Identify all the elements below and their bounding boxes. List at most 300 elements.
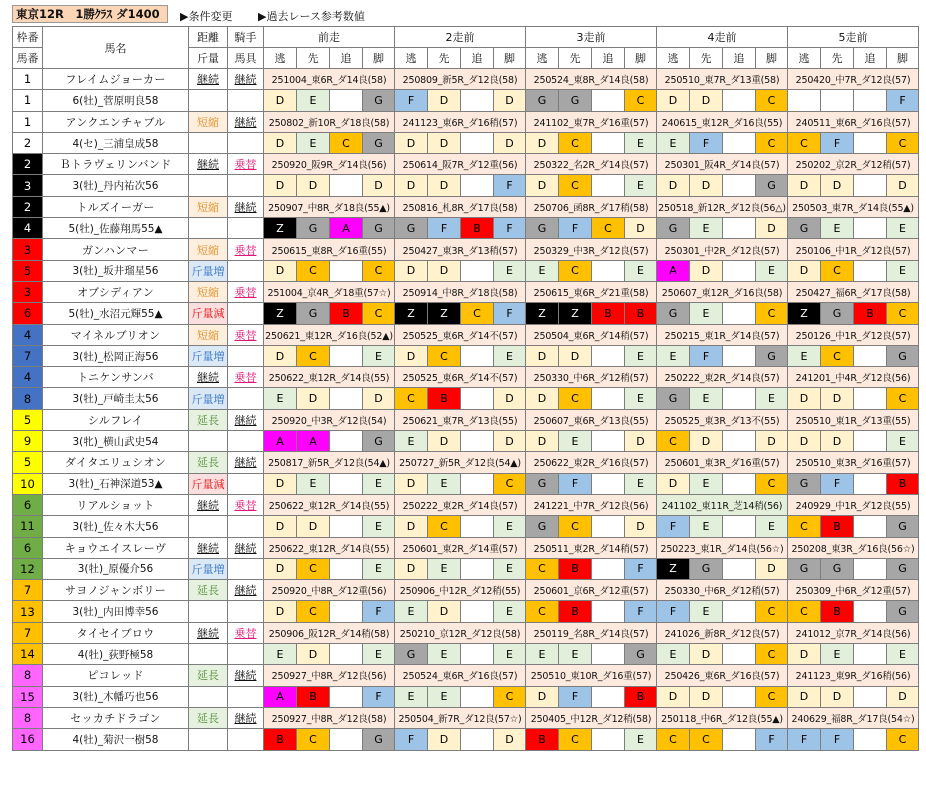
rating-cell: [461, 558, 494, 579]
horse-info: 3(牝)_横山武史54: [43, 431, 189, 452]
jockey-change: 継続: [228, 196, 264, 217]
rating-cell: D: [395, 516, 428, 537]
horse-row-bottom: [13, 686, 919, 707]
rating-cell: G: [887, 558, 919, 579]
rating-cell: E: [559, 431, 592, 452]
past-race-label: 250222_東2R_ダ14良(57): [395, 494, 526, 515]
frame-number: 6: [13, 494, 43, 515]
past-race-label: 250322_名2R_ダ14良(57): [526, 154, 657, 175]
frame-number: 8: [13, 665, 43, 686]
past-race-label: 250427_東3R_ダ13稍(57): [395, 239, 526, 260]
horse-number: 4: [13, 218, 43, 239]
rating-cell: [723, 260, 756, 281]
rating-cell: E: [690, 303, 723, 324]
rating-cell: D: [297, 388, 330, 409]
horse-info: 3(牡)_原優介56: [43, 558, 189, 579]
past-race-label: 250621_東12R_ダ16良(52▲): [264, 324, 395, 345]
past-race-label: 250420_中7R_ダ12良(57): [788, 69, 919, 90]
rating-cell: G: [395, 218, 428, 239]
rating-cell: C: [297, 260, 330, 281]
rating-cell: [592, 601, 625, 622]
rating-cell: D: [756, 431, 788, 452]
rating-cell: F: [494, 303, 526, 324]
rating-cell: [854, 473, 887, 494]
rating-cell: [723, 175, 756, 196]
sub-header-1-2: 先: [297, 48, 330, 69]
horse-info: 5(牡)_水沼元輝55▲: [43, 303, 189, 324]
sub-header-4-1: 逃: [657, 48, 690, 69]
frame-number: 2: [13, 196, 43, 217]
rating-cell: E: [690, 473, 723, 494]
jockey-change: 継続: [228, 580, 264, 601]
rating-cell: [461, 644, 494, 665]
rating-cell: D: [756, 558, 788, 579]
rating-cell: G: [887, 516, 919, 537]
rating-cell: C: [756, 686, 788, 707]
rating-cell: [330, 388, 363, 409]
horse-row-bottom: [13, 558, 919, 579]
rating-cell: G: [756, 345, 788, 366]
rating-cell: G: [657, 388, 690, 409]
rating-cell: D: [559, 345, 592, 366]
past-race-label: 250907_中8R_ダ18良(55▲): [264, 196, 395, 217]
past-race-label: 250601_東2R_ダ14重(57): [395, 537, 526, 558]
frame-number: 5: [13, 409, 43, 430]
equipment-cell: [228, 388, 264, 409]
rating-cell: F: [625, 601, 657, 622]
horse-number: 5: [13, 260, 43, 281]
horse-row-top: [13, 196, 919, 217]
horse-row-top: [13, 537, 919, 558]
rating-cell: B: [330, 303, 363, 324]
rating-cell: C: [887, 388, 919, 409]
equipment-cell: [228, 516, 264, 537]
horse-number: 13: [13, 601, 43, 622]
horse-name[interactable]: シルフレイ: [43, 409, 189, 430]
horse-row-top: [13, 409, 919, 430]
horse-number: 7: [13, 345, 43, 366]
rating-cell: [723, 90, 756, 111]
past-race-label: 250208_東3R_ダ16良(56☆): [788, 537, 919, 558]
rating-cell: G: [756, 175, 788, 196]
rating-cell: E: [821, 218, 854, 239]
change-conditions-link[interactable]: ▶条件変更: [180, 10, 233, 23]
rating-cell: C: [657, 431, 690, 452]
past-race-label: 250622_東12R_ダ14良(55): [264, 537, 395, 558]
rating-cell: [723, 218, 756, 239]
horse-info: 3(牡)_石神深道53▲: [43, 473, 189, 494]
rating-cell: D: [690, 431, 723, 452]
rating-cell: [461, 260, 494, 281]
weight-change: [189, 175, 228, 196]
sub-header-4-4: 脚: [756, 48, 788, 69]
weight-change: 斤量減: [189, 303, 228, 324]
rating-cell: E: [526, 260, 559, 281]
sub-header-4-2: 先: [690, 48, 723, 69]
rating-cell: C: [657, 729, 690, 750]
rating-cell: E: [657, 132, 690, 153]
past-race-label: 250525_東6R_ダ14不(57): [395, 324, 526, 345]
past-race-label: 241012_京7R_ダ14良(56): [788, 622, 919, 643]
distance-change: 延長: [189, 580, 228, 601]
rating-cell: [330, 644, 363, 665]
horse-number: 6: [13, 303, 43, 324]
top-bar: [0, 0, 926, 26]
rating-cell: F: [363, 601, 395, 622]
horse-row-top: [13, 367, 919, 388]
distance-change: 継続: [189, 69, 228, 90]
sub-header-3-4: 脚: [625, 48, 657, 69]
race-table: [12, 26, 919, 751]
rating-cell: D: [657, 473, 690, 494]
past-race-label: 250405_中12R_ダ12稍(58): [526, 707, 657, 728]
rating-cell: F: [559, 218, 592, 239]
rating-cell: G: [690, 558, 723, 579]
past-race-label: 250920_中3R_ダ12良(54): [264, 409, 395, 430]
rating-cell: C: [559, 388, 592, 409]
rating-cell: [592, 260, 625, 281]
rating-cell: [592, 90, 625, 111]
rating-cell: G: [625, 644, 657, 665]
col-race-3: 3走前: [526, 27, 657, 48]
horse-row-top: [13, 111, 919, 132]
distance-change: 短縮: [189, 196, 228, 217]
rating-cell: G: [559, 90, 592, 111]
rating-cell: [723, 601, 756, 622]
horse-name[interactable]: キョウエイスレーヴ: [43, 537, 189, 558]
rating-cell: C: [559, 516, 592, 537]
jockey-change: 継続: [228, 452, 264, 473]
weight-change: 斤量減: [189, 473, 228, 494]
rating-cell: F: [657, 516, 690, 537]
rating-cell: C: [297, 601, 330, 622]
rating-cell: D: [395, 132, 428, 153]
rating-cell: D: [428, 729, 461, 750]
distance-change: 延長: [189, 409, 228, 430]
past-race-label: 250106_中1R_ダ12良(57): [788, 239, 919, 260]
col-frame: 枠番: [13, 27, 43, 48]
horse-number: 10: [13, 473, 43, 494]
horse-name[interactable]: ガンハンマー: [43, 239, 189, 260]
sub-header-3-2: 先: [559, 48, 592, 69]
horse-name[interactable]: マイネルブリオン: [43, 324, 189, 345]
rating-cell: E: [297, 473, 330, 494]
rating-cell: D: [625, 218, 657, 239]
past-race-label: 250511_東2R_ダ14稍(57): [526, 537, 657, 558]
past-race-label: 250510_東1R_ダ13重(55): [788, 409, 919, 430]
rating-cell: [854, 90, 887, 111]
weight-change: [189, 686, 228, 707]
horse-name[interactable]: ダイタエリュシオン: [43, 452, 189, 473]
equipment-cell: [228, 218, 264, 239]
rating-cell: [592, 473, 625, 494]
past-race-label: 250525_東3R_ダ13不(55): [657, 409, 788, 430]
weight-change: [189, 90, 228, 111]
frame-number: 3: [13, 281, 43, 302]
horse-info: 4(牡)_菊沢一樹58: [43, 729, 189, 750]
rating-cell: [854, 644, 887, 665]
horse-row-bottom: [13, 644, 919, 665]
rating-cell: E: [887, 260, 919, 281]
frame-number: 2: [13, 154, 43, 175]
horse-number: 12: [13, 558, 43, 579]
rating-cell: G: [821, 558, 854, 579]
past-race-label: 250809_新5R_ダ12良(58): [395, 69, 526, 90]
horse-info: 4(セ)_三浦皇成58: [43, 132, 189, 153]
rating-cell: B: [625, 686, 657, 707]
horse-number: 16: [13, 729, 43, 750]
rating-cell: [461, 473, 494, 494]
frame-number: 5: [13, 452, 43, 473]
rating-cell: D: [657, 175, 690, 196]
jockey-change: 乗替: [228, 281, 264, 302]
horse-info: 3(牡)_戸崎圭太56: [43, 388, 189, 409]
rating-cell: [592, 516, 625, 537]
rating-cell: D: [395, 558, 428, 579]
rating-cell: C: [330, 132, 363, 153]
sub-header-4-3: 追: [723, 48, 756, 69]
rating-cell: G: [363, 90, 395, 111]
rating-cell: C: [526, 558, 559, 579]
rating-cell: D: [264, 260, 297, 281]
rating-cell: D: [428, 132, 461, 153]
rating-cell: F: [821, 473, 854, 494]
rating-cell: E: [297, 132, 330, 153]
past-race-label: 241026_新8R_ダ12良(57): [657, 622, 788, 643]
rating-cell: D: [690, 175, 723, 196]
rating-cell: D: [428, 90, 461, 111]
rating-cell: E: [494, 601, 526, 622]
rating-cell: G: [657, 218, 690, 239]
rating-cell: D: [788, 431, 821, 452]
weight-change: [189, 132, 228, 153]
rating-cell: D: [821, 686, 854, 707]
past-race-label: 250126_中1R_ダ12良(57): [788, 324, 919, 345]
past-race-label: 250510_東10R_ダ16重(57): [526, 665, 657, 686]
rating-cell: C: [363, 260, 395, 281]
rating-cell: [330, 516, 363, 537]
distance-change: 継続: [189, 622, 228, 643]
rating-cell: D: [526, 431, 559, 452]
rating-cell: F: [494, 218, 526, 239]
horse-info: 3(牡)_佐々木大56: [43, 516, 189, 537]
past-race-label: 241102_東11R_芝14稍(56): [657, 494, 788, 515]
past-race-label: 250817_新5R_ダ12良(54▲): [264, 452, 395, 473]
rating-cell: [854, 516, 887, 537]
rating-cell: [821, 90, 854, 111]
past-race-label: 250920_阪9R_ダ14良(56): [264, 154, 395, 175]
horse-name[interactable]: タイセイブロウ: [43, 622, 189, 643]
distance-change: 延長: [189, 707, 228, 728]
col-equipment: 馬具: [228, 48, 264, 69]
rating-cell: [330, 431, 363, 452]
rating-cell: C: [494, 473, 526, 494]
past-race-label: 250601_京6R_ダ12重(57): [526, 580, 657, 601]
past-race-label: 250927_中8R_ダ12良(58): [264, 707, 395, 728]
rating-cell: E: [625, 388, 657, 409]
weight-change: [189, 516, 228, 537]
horse-name[interactable]: オブシディアン: [43, 281, 189, 302]
jockey-change: 継続: [228, 665, 264, 686]
rating-cell: [592, 175, 625, 196]
past-race-label: 250301_中2R_ダ12良(57): [657, 239, 788, 260]
rating-cell: D: [625, 516, 657, 537]
rating-cell: C: [756, 601, 788, 622]
rating-cell: D: [297, 175, 330, 196]
equipment-cell: [228, 729, 264, 750]
rating-cell: G: [788, 218, 821, 239]
rating-cell: [330, 558, 363, 579]
horse-name[interactable]: トニケンサンバ: [43, 367, 189, 388]
rating-cell: [723, 516, 756, 537]
rating-cell: C: [756, 473, 788, 494]
past-race-label: 250816_札8R_ダ17良(58): [395, 196, 526, 217]
rating-cell: G: [526, 218, 559, 239]
horse-info: 3(牡)_内田博幸56: [43, 601, 189, 622]
rating-cell: E: [363, 558, 395, 579]
rating-cell: [330, 729, 363, 750]
rating-cell: [592, 644, 625, 665]
horse-row-top: [13, 494, 919, 515]
rating-cell: G: [526, 516, 559, 537]
rating-cell: A: [264, 686, 297, 707]
rating-cell: D: [428, 175, 461, 196]
equipment-cell: [228, 601, 264, 622]
rating-cell: E: [395, 431, 428, 452]
past-race-label: 250524_東8R_ダ14良(58): [526, 69, 657, 90]
horse-name[interactable]: トルズイーガー: [43, 196, 189, 217]
rating-cell: [854, 388, 887, 409]
jockey-change: 継続: [228, 409, 264, 430]
past-race-label: 241123_東6R_ダ16稍(57): [395, 111, 526, 132]
rating-cell: B: [264, 729, 297, 750]
sub-header-2-1: 逃: [395, 48, 428, 69]
rating-cell: D: [526, 388, 559, 409]
rating-cell: D: [494, 431, 526, 452]
rating-cell: E: [756, 388, 788, 409]
past-race-label: 241102_東7R_ダ16重(57): [526, 111, 657, 132]
past-race-label: 250301_阪4R_ダ14良(57): [657, 154, 788, 175]
horse-row-top: [13, 239, 919, 260]
rating-cell: E: [887, 431, 919, 452]
weight-change: [189, 601, 228, 622]
rating-cell: E: [887, 644, 919, 665]
rating-cell: A: [657, 260, 690, 281]
rating-cell: F: [690, 132, 723, 153]
rating-cell: C: [559, 132, 592, 153]
rating-cell: E: [690, 516, 723, 537]
rating-cell: D: [821, 175, 854, 196]
rating-cell: C: [461, 303, 494, 324]
rating-cell: C: [756, 303, 788, 324]
rating-cell: E: [625, 132, 657, 153]
past-race-label: 250118_中6R_ダ12良(55▲): [657, 707, 788, 728]
rating-cell: C: [428, 345, 461, 366]
past-race-label: 250309_中6R_ダ12重(57): [788, 580, 919, 601]
col-race-2: 2走前: [395, 27, 526, 48]
rating-cell: G: [821, 303, 854, 324]
rating-cell: E: [756, 260, 788, 281]
rating-cell: E: [395, 686, 428, 707]
col-distance: 距離: [189, 27, 228, 48]
rating-cell: D: [788, 686, 821, 707]
rating-cell: G: [887, 345, 919, 366]
past-race-label: 250504_新7R_ダ12良(57☆): [395, 707, 526, 728]
rating-cell: [854, 132, 887, 153]
jockey-change: 乗替: [228, 622, 264, 643]
weight-change: 斤量増: [189, 345, 228, 366]
rating-cell: D: [395, 260, 428, 281]
rating-cell: G: [526, 473, 559, 494]
rating-cell: [330, 473, 363, 494]
rating-cell: F: [363, 686, 395, 707]
distance-change: 短縮: [189, 111, 228, 132]
rating-cell: B: [559, 558, 592, 579]
rating-cell: [461, 345, 494, 366]
rating-cell: [592, 729, 625, 750]
rating-cell: D: [526, 345, 559, 366]
horse-row-bottom: [13, 473, 919, 494]
distance-change: 継続: [189, 494, 228, 515]
past-race-label: 250329_中3R_ダ12良(57): [526, 239, 657, 260]
equipment-cell: [228, 473, 264, 494]
past-race-label: 250614_阪7R_ダ12重(56): [395, 154, 526, 175]
rating-cell: B: [887, 473, 919, 494]
rating-cell: D: [625, 431, 657, 452]
equipment-cell: [228, 90, 264, 111]
horse-name[interactable]: セッカチドラゴン: [43, 707, 189, 728]
past-race-values-link[interactable]: ▶過去レース参考数値: [258, 10, 365, 23]
rating-cell: B: [821, 601, 854, 622]
sub-header-1-4: 脚: [363, 48, 395, 69]
horse-name[interactable]: ピコレッド: [43, 665, 189, 686]
weight-change: 斤量増: [189, 558, 228, 579]
horse-row-bottom: [13, 431, 919, 452]
horse-name[interactable]: サヨノジャンボリー: [43, 580, 189, 601]
rating-cell: [330, 686, 363, 707]
rating-cell: [592, 558, 625, 579]
rating-cell: C: [788, 132, 821, 153]
rating-cell: [461, 516, 494, 537]
rating-cell: [854, 345, 887, 366]
rating-cell: [723, 644, 756, 665]
frame-number: 8: [13, 707, 43, 728]
col-weight: 斤量: [189, 48, 228, 69]
horse-row-bottom: [13, 388, 919, 409]
rating-cell: G: [887, 601, 919, 622]
rating-cell: D: [428, 601, 461, 622]
rating-cell: E: [363, 473, 395, 494]
horse-name[interactable]: リアルショット: [43, 494, 189, 515]
rating-cell: E: [428, 558, 461, 579]
rating-cell: E: [363, 516, 395, 537]
rating-cell: A: [264, 431, 297, 452]
past-race-label: 240615_東12R_ダ16良(55): [657, 111, 788, 132]
rating-cell: [854, 431, 887, 452]
past-race-label: 250927_中8R_ダ12良(56): [264, 665, 395, 686]
horse-name[interactable]: フレイムジョーカー: [43, 69, 189, 90]
horse-name[interactable]: Ｂトラヴェリンバンド: [43, 154, 189, 175]
rating-cell: [461, 431, 494, 452]
rating-cell: D: [690, 90, 723, 111]
past-race-label: 250525_東6R_ダ14不(57): [395, 367, 526, 388]
rating-cell: G: [363, 132, 395, 153]
rating-cell: B: [428, 388, 461, 409]
horse-name[interactable]: アンクエンチャブル: [43, 111, 189, 132]
rating-cell: E: [494, 260, 526, 281]
col-race-4: 4走前: [657, 27, 788, 48]
rating-cell: E: [494, 516, 526, 537]
